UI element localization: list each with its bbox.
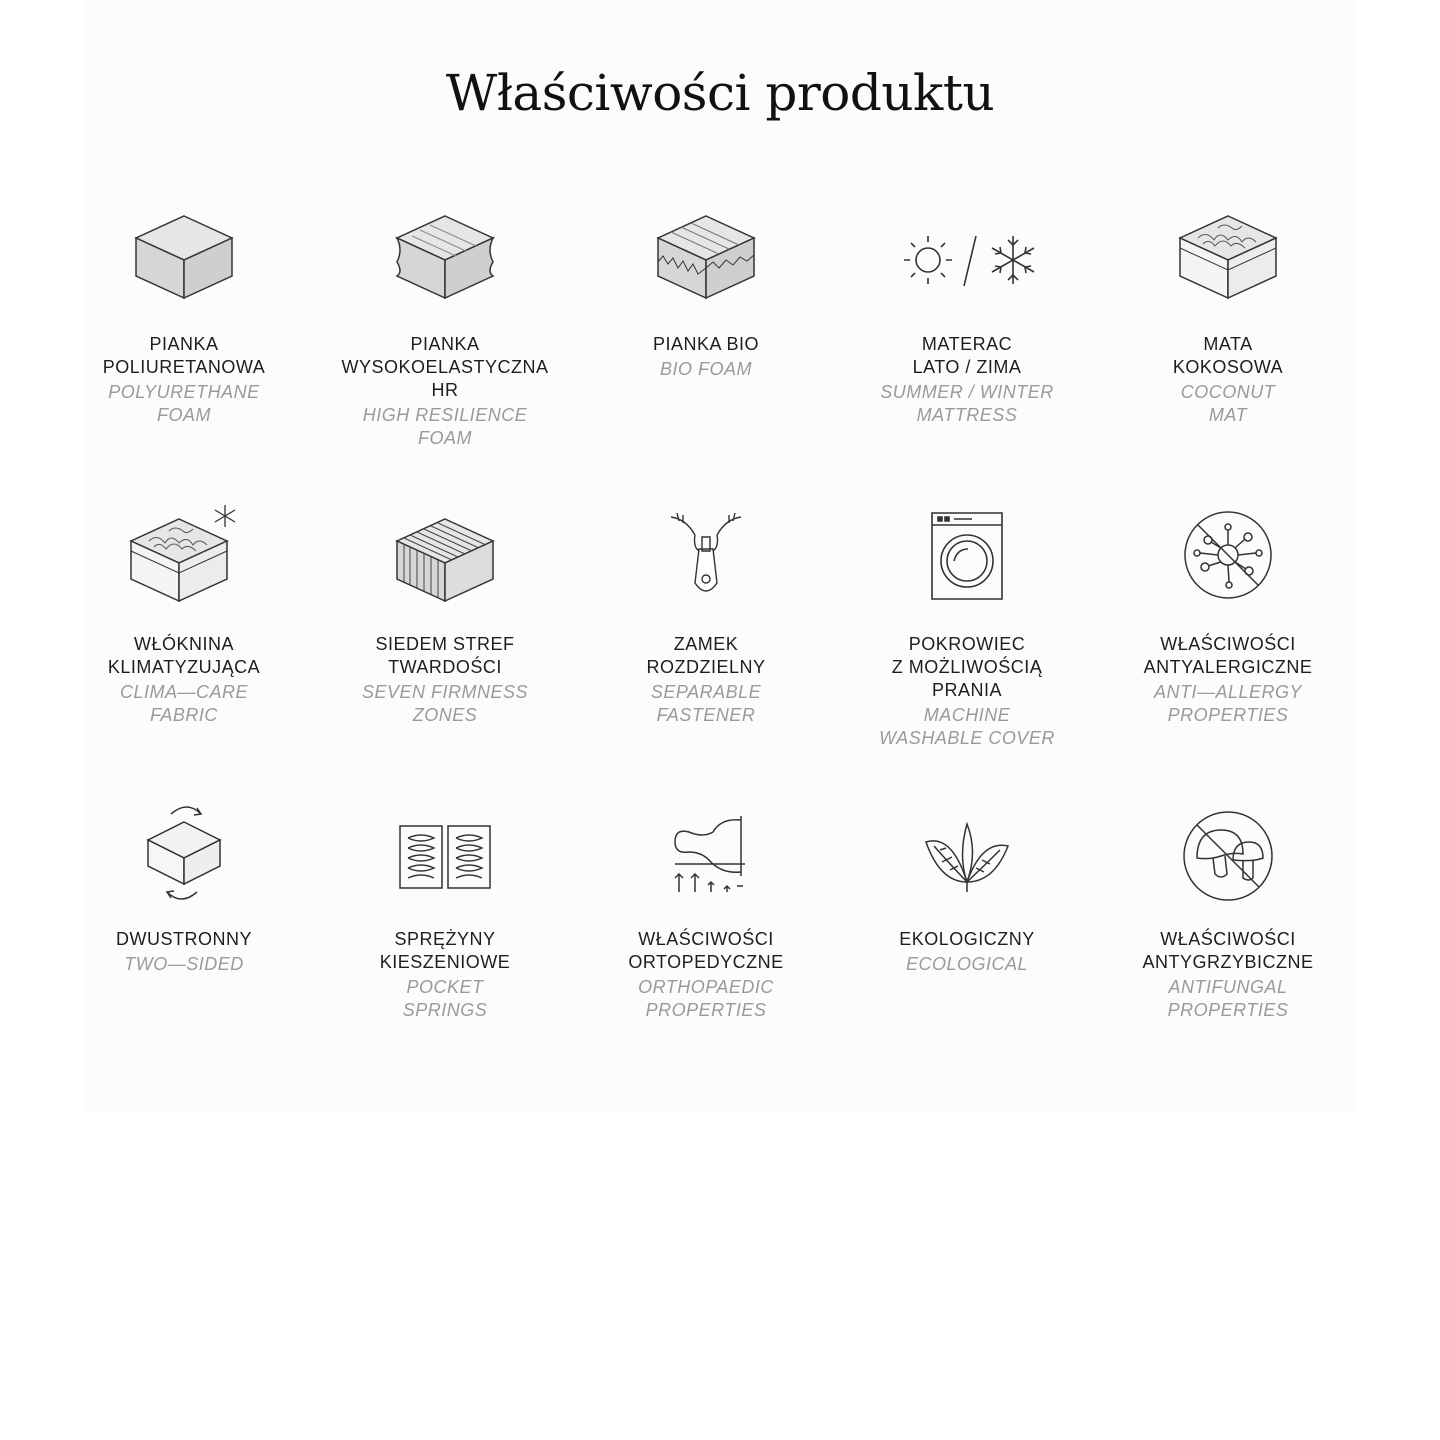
two-sided-icon xyxy=(129,802,239,904)
clima-fabric-icon xyxy=(124,505,244,605)
feature-antifungal xyxy=(1097,802,1359,1022)
feature-label-en: TWO—SIDED xyxy=(124,954,244,974)
feature-label-pl: WŁAŚCIWOŚCI ANTYGRZYBICZNE xyxy=(1142,929,1314,972)
feature-label-pl: ZAMEK ROZDZIELNY xyxy=(646,634,766,677)
feature-polyurethane-foam xyxy=(53,210,315,427)
orthopaedic-icon xyxy=(651,802,761,904)
feature-label-pl: WŁAŚCIWOŚCI ANTYALERGICZNE xyxy=(1143,634,1313,677)
feature-label-en: MACHINE WASHABLE COVER xyxy=(879,705,1055,748)
feature-label-pl: SIEDEM STREF TWARDOŚCI xyxy=(375,634,515,677)
feature-washable-cover xyxy=(836,505,1098,750)
feature-label-en: SEPARABLE FASTENER xyxy=(650,682,762,725)
feature-label-pl: PIANKA POLIURETANOWA xyxy=(102,334,266,377)
feature-label-en: ANTI—ALLERGY PROPERTIES xyxy=(1153,682,1303,725)
firmness-zones-icon xyxy=(390,505,500,605)
feature-label-en: BIO FOAM xyxy=(659,359,752,379)
pocket-springs-icon xyxy=(390,802,500,904)
feature-label-pl: EKOLOGICZNY xyxy=(899,929,1035,949)
feature-label-en: CLIMA—CARE FABRIC xyxy=(119,682,249,725)
feature-clima-fabric xyxy=(53,505,315,727)
hr-foam-icon xyxy=(390,210,500,305)
bio-foam-icon xyxy=(651,210,761,305)
washing-machine-icon xyxy=(912,505,1022,605)
anti-allergy-icon xyxy=(1173,505,1283,605)
leaves-icon xyxy=(912,802,1022,904)
feature-pocket-springs xyxy=(314,802,576,1022)
feature-label-en: POLYURETHANE FOAM xyxy=(108,382,260,425)
feature-two-sided xyxy=(53,802,315,976)
feature-label-en: COCONUT MAT xyxy=(1180,382,1276,425)
feature-label-pl: SPRĘŻYNY KIESZENIOWE xyxy=(379,929,511,972)
feature-label-pl: MATERAC LATO / ZIMA xyxy=(912,334,1022,377)
feature-label-en: ECOLOGICAL xyxy=(905,954,1029,974)
feature-label-pl: DWUSTRONNY xyxy=(116,929,252,949)
feature-zipper xyxy=(575,505,837,727)
feature-label-en: ORTHOPAEDIC PROPERTIES xyxy=(638,977,774,1020)
feature-orthopaedic xyxy=(575,802,837,1022)
feature-anti-allergy xyxy=(1097,505,1359,727)
feature-label-en: POCKET SPRINGS xyxy=(402,977,488,1020)
feature-label-pl: POKROWIEC Z MOŻLIWOŚCIĄ PRANIA xyxy=(891,634,1043,700)
page-title: Właściwości produktu xyxy=(445,64,995,122)
coconut-mat-icon xyxy=(1173,210,1283,305)
feature-label-en: HIGH RESILIENCE FOAM xyxy=(362,405,528,448)
feature-hr-foam xyxy=(314,210,576,450)
feature-label-pl: PIANKA BIO xyxy=(652,334,760,354)
feature-label-pl: WŁÓKNINA KLIMATYZUJĄCA xyxy=(107,634,261,677)
feature-label-pl: MATA KOKOSOWA xyxy=(1172,334,1284,377)
feature-coconut-mat xyxy=(1097,210,1359,427)
feature-label-pl: WŁAŚCIWOŚCI ORTOPEDYCZNE xyxy=(628,929,784,972)
feature-ecological xyxy=(836,802,1098,976)
antifungal-icon xyxy=(1173,802,1283,904)
feature-label-en: SEVEN FIRMNESS ZONES xyxy=(361,682,529,725)
feature-label-en: ANTIFUNGAL PROPERTIES xyxy=(1167,977,1289,1020)
feature-label-pl: PIANKA WYSOKOELASTYCZNA HR xyxy=(341,334,549,400)
feature-summer-winter xyxy=(836,210,1098,427)
feature-bio-foam xyxy=(575,210,837,381)
foam-block-icon xyxy=(129,210,239,305)
feature-firmness-zones xyxy=(314,505,576,727)
feature-label-en: SUMMER / WINTER MATTRESS xyxy=(880,382,1054,425)
sun-snowflake-icon xyxy=(892,210,1042,305)
zipper-icon xyxy=(651,505,761,605)
